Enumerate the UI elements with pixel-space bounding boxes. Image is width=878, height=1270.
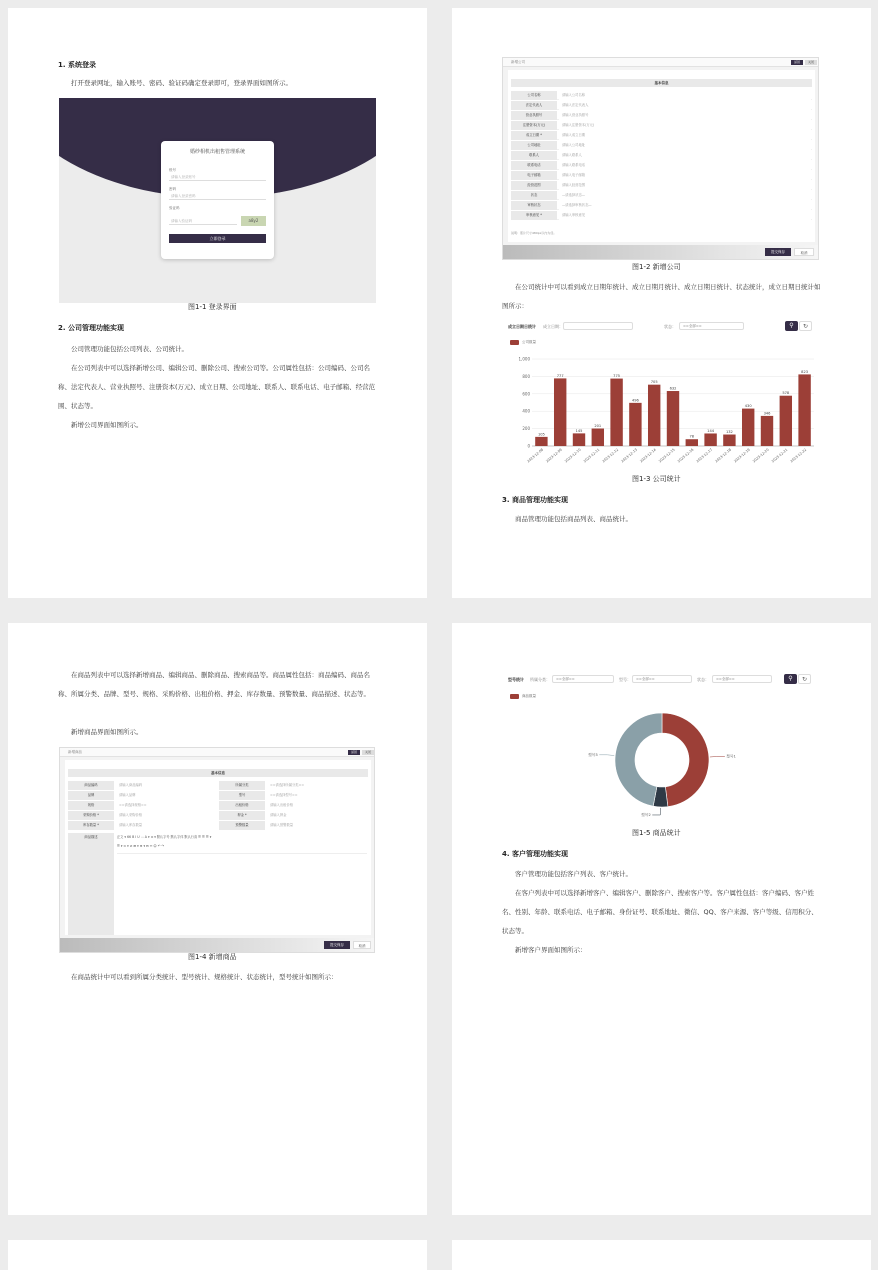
submit-button[interactable]: 提交保存 (324, 941, 350, 949)
form-row (511, 141, 812, 150)
pie-slice (662, 713, 709, 807)
x-tick-label: 2023-12-22 (789, 447, 808, 464)
data-label: 201 (594, 424, 602, 429)
bar (629, 403, 641, 446)
field-input[interactable]: —请选择审核状态— (559, 201, 811, 210)
figure-caption: 图1-3 公司统计 (632, 475, 681, 483)
date-filter-label: 成立日期： (543, 324, 563, 329)
y-tick-label: 400 (522, 408, 530, 414)
x-tick-label: 2023-12-12 (601, 447, 620, 464)
field-label: 库存数量 * (68, 821, 114, 830)
field-label: 预警数量 (219, 821, 265, 830)
password-input[interactable]: 请输入登录密码 (169, 192, 266, 200)
paragraph: 在商品列表中可以选择新增商品、编辑商品、删除商品、搜索商品等。商品属性包括：商品编码、商品名称、所属分类、品牌、型号、规格、采购价格、出租价格、押金、库存数量、预警数量、商品描述、状态等。 (58, 671, 370, 698)
field-label: 审核意见 * (511, 211, 557, 220)
data-label: 144 (707, 428, 715, 433)
editor-toolbar-row-2[interactable]: ☰ ▾ ⊙ ▾ ⊘ ⊞ ▾ ⊕ ▾ ⊟ ↔ ☺ ↶ ↷ (117, 844, 165, 848)
field-input[interactable]: 请输入品牌 (116, 791, 214, 800)
bar (667, 391, 679, 446)
document-page-6 (452, 1240, 871, 1270)
y-tick-label: 600 (522, 391, 530, 397)
status-filter-label: 状态： (664, 324, 676, 329)
field-input[interactable]: 请输入联系人 (559, 151, 811, 160)
field-input[interactable]: 请输入公司地址 (559, 141, 811, 150)
bar (648, 385, 660, 446)
bar (535, 437, 547, 446)
data-label: 705 (650, 380, 658, 385)
form-row (511, 91, 812, 100)
field-label: 电子邮箱 (511, 171, 557, 180)
slice-label: 型号1 (726, 754, 736, 759)
x-tick-label: 2023-12-17 (695, 447, 714, 464)
breadcrumb: 新增商品 (60, 748, 374, 757)
bar (704, 433, 716, 446)
x-tick-label: 2023-12-13 (620, 447, 639, 464)
field-label: 押金 * (219, 811, 265, 820)
data-label: 632 (669, 386, 677, 391)
refresh-icon[interactable]: ↻ (798, 674, 811, 684)
data-label: 132 (725, 430, 733, 435)
search-icon[interactable]: ⚲ (785, 321, 798, 331)
form-note: 说明：照片尺寸480px以内为佳。 (511, 231, 557, 235)
section-heading-3: 3. 商品管理功能实现 (502, 496, 568, 504)
x-tick-label: 2023-12-14 (639, 447, 657, 464)
x-tick-label: 2023-12-19 (733, 447, 751, 464)
chart-title: 型号统计 (508, 677, 524, 682)
back-button[interactable]: 返回 (791, 60, 803, 65)
field-label: 出租价格 (219, 801, 265, 810)
x-tick-label: 2023-12-21 (770, 447, 789, 464)
form-panel (508, 70, 815, 242)
legend-label: 商品数量 (522, 694, 536, 698)
captcha-image[interactable]: a8y2 (241, 216, 266, 226)
paragraph: 在公司列表中可以选择新增公司、编辑公司、删除公司、搜索公司等。公司属性包括：公司编码、公司名称、法定代表人、营业执照号、注册资本(万元)、成立日期、公司地址、联系人、联系电话、电子邮箱、经营范围、状态等。 (58, 364, 376, 410)
field-input[interactable]: 请输入注册资本(万元) (559, 121, 811, 130)
section-heading-1: 1. 系统登录 (58, 61, 96, 69)
account-label: 账号 (169, 168, 176, 172)
figure-caption: 图1-1 登录界面 (188, 303, 237, 311)
field-input[interactable]: 请输入押金 (267, 811, 367, 820)
bar (592, 429, 604, 446)
document-page-2 (452, 8, 871, 598)
field-input[interactable]: ==请选择规格== (116, 801, 214, 810)
field-input[interactable]: 请输入商品编码 (116, 781, 214, 790)
category-filter-select[interactable]: ==全部== (552, 675, 614, 683)
data-label: 346 (763, 411, 771, 416)
y-tick-label: 1,000 (518, 356, 530, 362)
login-button[interactable]: 立即登录 (169, 234, 266, 243)
bar (554, 378, 566, 446)
form-row (511, 191, 812, 200)
back-button[interactable]: 返回 (348, 750, 360, 755)
x-tick-label: 2023-12-18 (714, 447, 733, 464)
bar (686, 439, 698, 446)
data-label: 496 (631, 398, 639, 403)
form-row (511, 181, 812, 190)
close-button[interactable]: 关闭 (805, 60, 817, 65)
data-label: 145 (575, 428, 583, 433)
paragraph: 客户管理功能包括客户列表、客户统计。 (515, 870, 632, 878)
y-tick-label: 0 (527, 443, 530, 449)
slice-leader-line (599, 755, 614, 756)
field-label: 法定代表人 (511, 101, 557, 110)
status-filter-label: 状态： (697, 677, 709, 682)
field-label: 公司名称 (511, 91, 557, 100)
x-tick-label: 2023-12-16 (676, 447, 695, 464)
field-label: 成立日期 * (511, 131, 557, 140)
field-label: 审核状态 (511, 201, 557, 210)
field-label: 经营范围 (511, 181, 557, 190)
company-form-screenshot (502, 57, 819, 260)
model-filter-select[interactable]: ==全部== (632, 675, 692, 683)
field-label: 注册资本(万元) (511, 121, 557, 130)
field-input[interactable]: 请输入成立日期 (559, 131, 811, 140)
date-filter-input[interactable] (563, 322, 633, 330)
figure-caption: 图1-2 新增公司 (632, 263, 681, 271)
field-label: 公司地址 (511, 141, 557, 150)
document-page-5 (8, 1240, 427, 1270)
data-label: 578 (782, 391, 790, 396)
field-input[interactable]: 请输入联系电话 (559, 161, 811, 170)
field-label: 联系人 (511, 151, 557, 160)
document-page-1 (8, 8, 427, 598)
form-panel (65, 760, 371, 935)
form-row (511, 101, 812, 110)
form-row (511, 201, 812, 210)
x-tick-label: 2023-12-10 (563, 447, 582, 464)
field-label: 品牌 (68, 791, 114, 800)
captcha-label: 验证码 (169, 206, 180, 210)
close-button[interactable]: 关闭 (362, 750, 374, 755)
y-tick-label: 800 (522, 373, 530, 379)
field-label: 规格 (68, 801, 114, 810)
y-tick-label: 200 (522, 426, 530, 432)
document-page-4 (452, 623, 871, 1215)
data-label: 823 (801, 369, 809, 374)
section-title: 基本信息 (511, 79, 812, 87)
section-heading-4: 4. 客户管理功能实现 (502, 850, 568, 858)
field-input[interactable]: —请选择状态— (559, 191, 811, 200)
breadcrumb: 新增公司 (503, 58, 818, 67)
legend-swatch (510, 694, 519, 699)
x-tick-label: 2023-12-20 (751, 447, 770, 464)
paragraph: 在商品统计中可以看到所属分类统计、型号统计、规格统计、状态统计，型号统计如图所示： (71, 973, 338, 981)
section-title: 基本信息 (68, 769, 368, 777)
data-label: 777 (556, 373, 564, 378)
paragraph: 新增商品界面如图所示。 (71, 728, 143, 736)
bar (573, 433, 585, 446)
form-row (511, 151, 812, 160)
paragraph: 商品管理功能包括商品列表、商品统计。 (515, 515, 632, 523)
x-tick-label: 2023-12-11 (582, 447, 601, 464)
editor-toolbar-row-1[interactable]: 正文 ▾ 66 B I U ⋯ A ▾ ≡ ▾ 默认字号 默认字体 默认行高 ☰ ☰ ☰ ▾ (117, 835, 212, 839)
slice-label: 型号2 (641, 813, 651, 818)
cancel-button[interactable]: 取消 (353, 941, 371, 949)
form-row (511, 121, 812, 130)
form-row (511, 131, 812, 140)
field-label: 营业执照号 (511, 111, 557, 120)
field-input[interactable]: 请输入库存数量 (116, 821, 214, 830)
donut-chart (552, 703, 772, 823)
slice-label: 型号3 (588, 753, 598, 758)
bar (780, 396, 792, 446)
slice-leader-line (652, 808, 660, 815)
field-input[interactable]: 请输入审核意见 (559, 211, 811, 220)
field-label: 商品描述 (68, 833, 114, 935)
login-screenshot (59, 98, 376, 303)
field-input[interactable]: 请输入营业执照号 (559, 111, 811, 120)
document-page-3 (8, 623, 427, 1215)
legend-swatch (510, 340, 519, 345)
form-row (511, 211, 812, 220)
form-footer (503, 245, 818, 259)
field-label: 联系电话 (511, 161, 557, 170)
search-icon[interactable]: ⚲ (784, 674, 797, 684)
figure-caption: 图1-5 商品统计 (632, 829, 681, 837)
paragraph: 在客户列表中可以选择新增客户、编辑客户、删除客户、搜索客户等。客户属性包括：客户编码、客户姓名、性别、年龄、联系电话、电子邮箱、身份证号、联系地址、微信、QQ、客户来源、客户等级、信用积分、状态等。 (502, 889, 818, 935)
product-form-screenshot (59, 747, 375, 953)
field-input[interactable]: ==请选择所属分类== (267, 781, 367, 790)
field-input[interactable]: 请输入经营范围 (559, 181, 811, 190)
x-tick-label: 2023-12-08 (526, 447, 545, 464)
figure-caption: 图1-4 新增商品 (188, 953, 237, 961)
pie-slice (615, 713, 662, 806)
x-tick-label: 2023-12-09 (545, 447, 563, 464)
data-label: 78 (689, 434, 695, 439)
field-input[interactable]: 请输入出租价格 (267, 801, 367, 810)
paragraph: 在公司统计中可以看到成立日期年统计、成立日期月统计、成立日期日统计、状态统计，成立日期日统计如图所示： (502, 283, 821, 310)
cancel-button[interactable]: 取消 (794, 248, 814, 256)
paragraph: 新增客户界面如图所示： (515, 946, 587, 954)
paragraph: 公司管理功能包括公司列表、公司统计。 (71, 345, 188, 353)
form-row (511, 161, 812, 170)
legend-label: 公司数量 (522, 340, 536, 344)
bar (798, 374, 810, 446)
submit-button[interactable]: 提交保存 (765, 248, 791, 256)
login-card (161, 141, 274, 259)
paragraph: 新增公司界面如图所示。 (71, 421, 143, 429)
field-input[interactable]: 请输入电子邮箱 (559, 171, 811, 180)
category-filter-label: 所属分类： (530, 677, 550, 682)
section-heading-2: 2. 公司管理功能实现 (58, 324, 124, 332)
form-row (511, 111, 812, 120)
paragraph: 打开登录网址，输入账号、密码、验证码确定登录即可，登录界面如图所示。 (71, 79, 292, 87)
field-input[interactable]: 请输入公司名称 (559, 91, 811, 100)
bar (742, 409, 754, 446)
field-input[interactable]: 请输入法定代表人 (559, 101, 811, 110)
field-input[interactable]: ==请选择型号== (267, 791, 367, 800)
status-filter-select[interactable]: ==全部== (679, 322, 744, 330)
field-label: 采购价格 * (68, 811, 114, 820)
data-label: 430 (744, 404, 752, 409)
model-filter-label: 型号： (619, 677, 631, 682)
bar (610, 379, 622, 446)
form-row (511, 171, 812, 180)
account-input[interactable]: 请输入登录账号 (169, 173, 266, 181)
data-label: 105 (537, 432, 545, 437)
field-label: 商品编码 (68, 781, 114, 790)
bar (761, 416, 773, 446)
chart-title: 成立日期日统计 (508, 324, 536, 329)
login-system-title: 婚纱相机出租售管理系统 (189, 149, 245, 155)
field-input[interactable]: 请输入预警数量 (267, 821, 367, 830)
form-footer (60, 938, 374, 952)
bar (723, 435, 735, 446)
status-filter-select[interactable]: ==全部== (712, 675, 772, 683)
field-label: 所属分类 (219, 781, 265, 790)
password-label: 密码 (169, 187, 176, 191)
description-editor[interactable] (117, 853, 367, 933)
field-label: 型号 (219, 791, 265, 800)
data-label: 775 (613, 374, 621, 379)
x-tick-label: 2023-12-15 (657, 447, 676, 464)
bar-chart (502, 351, 819, 476)
field-input[interactable]: 请输入采购价格 (116, 811, 214, 820)
field-label: 状态 (511, 191, 557, 200)
captcha-input[interactable]: 请输入验证码 (169, 217, 237, 225)
refresh-icon[interactable]: ↻ (799, 321, 812, 331)
